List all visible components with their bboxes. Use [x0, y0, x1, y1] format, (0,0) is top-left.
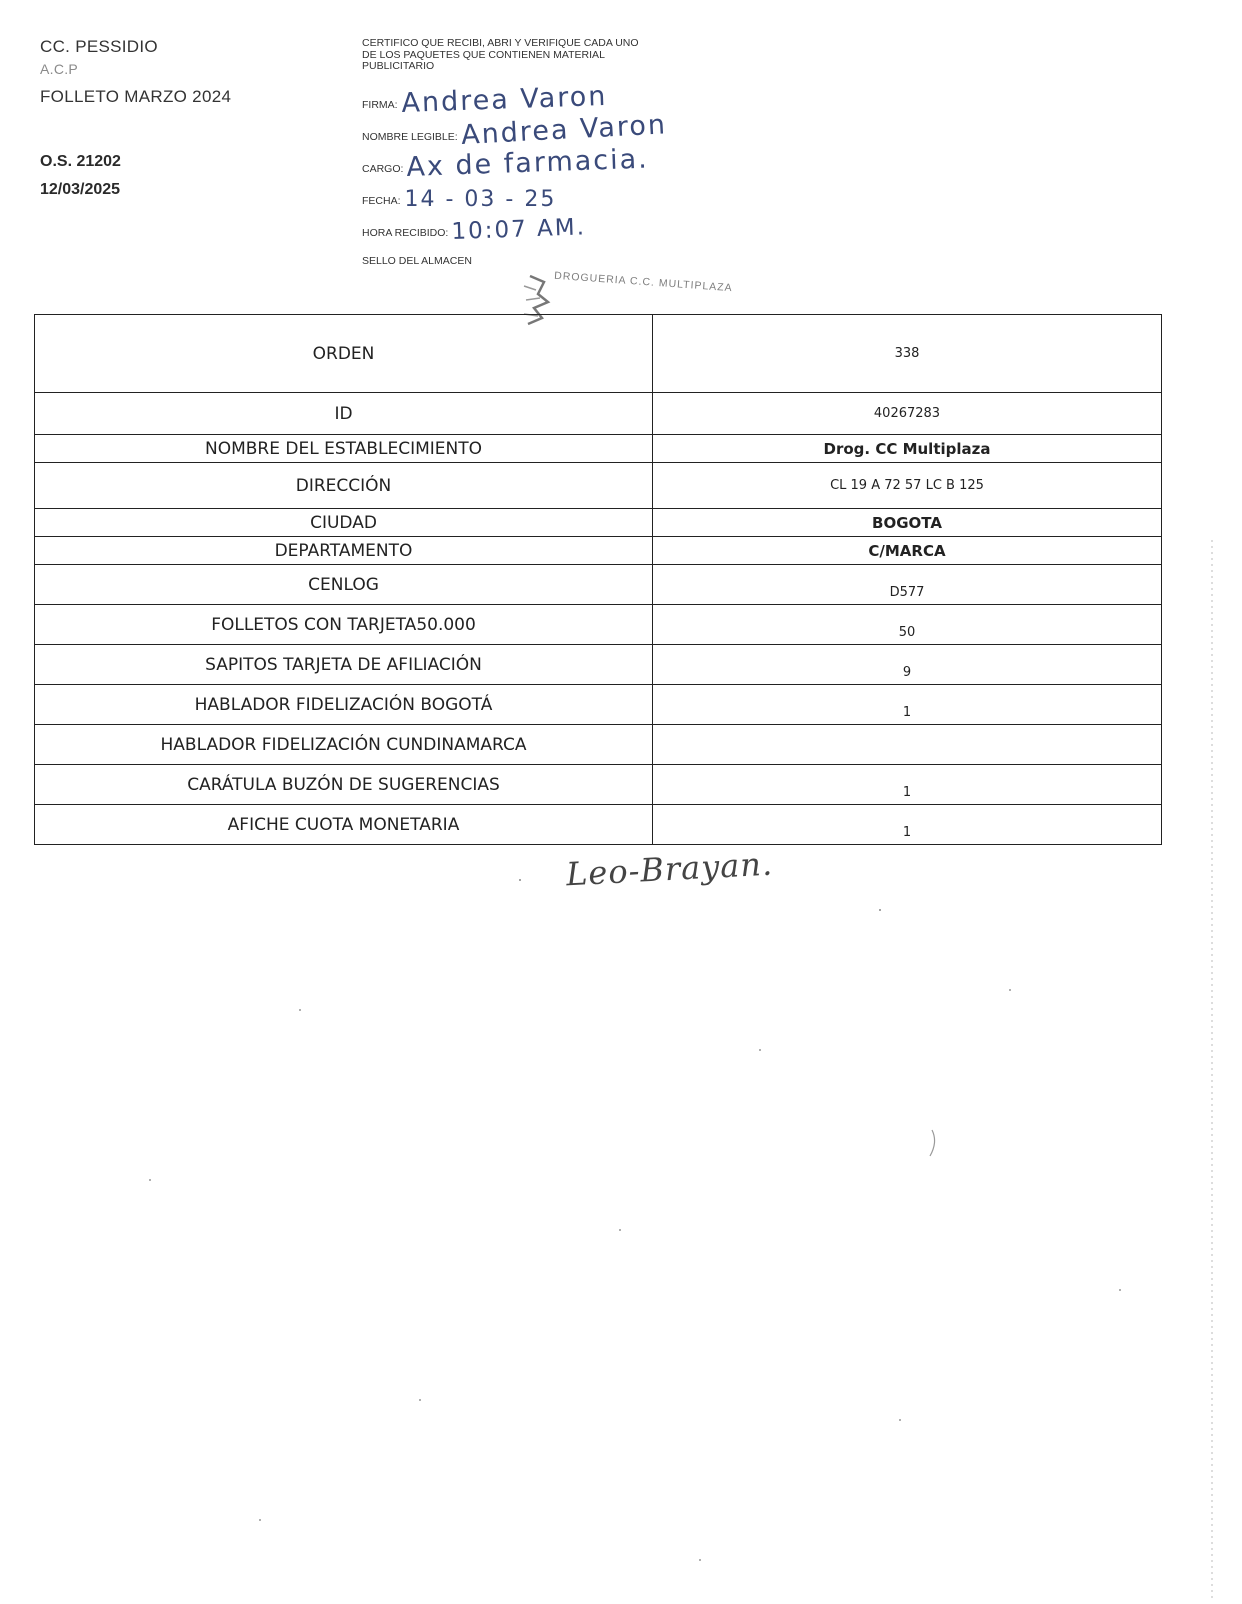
sello-label: SELLO DEL ALMACEN	[362, 254, 472, 267]
row-label: DEPARTAMENTO	[35, 537, 653, 565]
row-value: 1	[653, 765, 1162, 805]
table-row	[35, 725, 1162, 765]
header-folleto: FOLLETO MARZO 2024	[40, 87, 232, 106]
nombre-label: NOMBRE LEGIBLE:	[362, 130, 458, 143]
certification-block	[362, 38, 882, 275]
row-value: 50	[653, 605, 1162, 645]
row-value: 1	[653, 805, 1162, 845]
header-os-number: O.S. 21202	[40, 153, 121, 170]
table-row	[35, 315, 1162, 393]
table-row	[35, 765, 1162, 805]
certification-statement: CERTIFICO QUE RECIBI, ABRI Y VERIFIQUE CADA UNO DE LOS PAQUETES QUE CONTIENEN MATERIAL PUBLICITARIO	[362, 37, 639, 72]
table-row	[35, 509, 1162, 537]
row-label: FOLLETOS CON TARJETA50.000	[35, 605, 653, 645]
nombre-handwritten: Andrea Varon	[460, 108, 668, 151]
row-label: HABLADOR FIDELIZACIÓN BOGOTÁ	[35, 685, 653, 725]
row-label: DIRECCIÓN	[35, 463, 653, 509]
table-row	[35, 435, 1162, 463]
firma-handwritten: Andrea Varon	[400, 80, 608, 119]
handwritten-signature: Leo-Brayan.	[565, 844, 774, 894]
table-row	[35, 537, 1162, 565]
table-row	[35, 805, 1162, 845]
table-row	[35, 393, 1162, 435]
header-code: A.C.P	[40, 61, 79, 77]
delivery-table	[34, 314, 1162, 845]
row-label: CENLOG	[35, 565, 653, 605]
row-label: AFICHE CUOTA MONETARIA	[35, 805, 653, 845]
table-row	[35, 463, 1162, 509]
cargo-label: CARGO:	[362, 162, 404, 175]
row-value: 1	[653, 685, 1162, 725]
row-value: 338	[653, 315, 1162, 393]
header-date: 12/03/2025	[40, 181, 121, 198]
header-left	[40, 36, 320, 204]
fecha-handwritten: 14 - 03 - 25	[404, 186, 557, 212]
row-label: CIUDAD	[35, 509, 653, 537]
row-label: HABLADOR FIDELIZACIÓN CUNDINAMARCA	[35, 725, 653, 765]
row-value: 40267283	[653, 393, 1162, 435]
table-row	[35, 605, 1162, 645]
fecha-row	[362, 183, 882, 215]
cargo-handwritten: Ax de farmacia.	[406, 143, 650, 183]
sello-row	[362, 247, 882, 275]
row-label: ID	[35, 393, 653, 435]
row-value: C/MARCA	[653, 537, 1162, 565]
row-label: SAPITOS TARJETA DE AFILIACIÓN	[35, 645, 653, 685]
stamp-text: DROGUERIA C.C. MULTIPLAZA	[553, 269, 734, 295]
row-label: CARÁTULA BUZÓN DE SUGERENCIAS	[35, 765, 653, 805]
fecha-label: FECHA:	[362, 194, 401, 207]
hora-label: HORA RECIBIDO:	[362, 226, 449, 239]
row-value: BOGOTA	[653, 509, 1162, 537]
table-row	[35, 565, 1162, 605]
hora-handwritten: 10:07 AM.	[451, 213, 587, 245]
row-value: CL 19 A 72 57 LC B 125	[653, 463, 1162, 509]
row-label: ORDEN	[35, 315, 653, 393]
hora-row	[362, 215, 882, 247]
row-value: Drog. CC Multiplaza	[653, 435, 1162, 463]
cargo-row	[362, 143, 882, 183]
header-client: CC. PESSIDIO	[40, 37, 158, 56]
row-label: NOMBRE DEL ESTABLECIMIENTO	[35, 435, 653, 463]
table-row	[35, 645, 1162, 685]
table-row	[35, 685, 1162, 725]
firma-label: FIRMA:	[362, 98, 398, 111]
row-value	[653, 725, 1162, 765]
row-value: D577	[653, 565, 1162, 605]
row-value: 9	[653, 645, 1162, 685]
